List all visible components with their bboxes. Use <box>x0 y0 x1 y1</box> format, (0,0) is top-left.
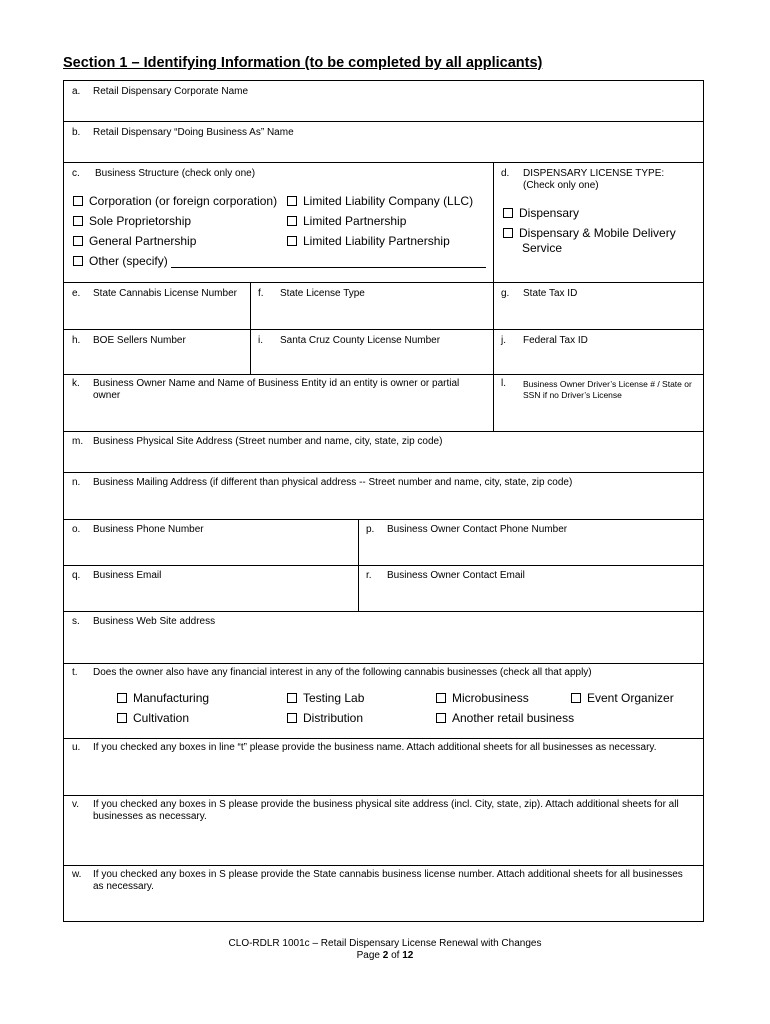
row-o-p <box>64 520 703 566</box>
county-license-label: Santa Cruz County License Number <box>280 335 441 346</box>
checkbox-llc[interactable]: Limited Liability Company (LLC) <box>287 194 473 208</box>
checkbox-icon <box>73 256 83 266</box>
checkbox-icon <box>73 196 83 206</box>
checkbox-testing-lab[interactable]: Testing Lab <box>287 691 364 705</box>
row-m-letter: m. <box>72 436 84 447</box>
row-e-f-g <box>64 283 703 330</box>
row-r-letter: r. <box>366 570 372 581</box>
row-k-l <box>64 375 703 432</box>
row-t-letter: t. <box>72 667 78 678</box>
boe-sellers-label: BOE Sellers Number <box>93 335 186 346</box>
divider <box>358 520 359 565</box>
checkbox-icon <box>117 693 127 703</box>
row-b-letter: b. <box>72 127 81 138</box>
row-q-letter: q. <box>72 570 81 581</box>
row-l-letter: l. <box>501 378 506 389</box>
checkbox-cultivation[interactable]: Cultivation <box>117 711 189 725</box>
row-o-letter: o. <box>72 524 81 535</box>
checkbox-corporation[interactable]: Corporation (or foreign corporation) <box>73 194 277 208</box>
row-n <box>64 473 703 520</box>
checkbox-icon <box>117 713 127 723</box>
checkbox-other[interactable]: Other (specify) <box>73 254 486 268</box>
row-b <box>64 122 703 163</box>
row-v <box>64 796 703 866</box>
state-license-type-label: State License Type <box>280 288 365 299</box>
other-specify-field[interactable] <box>171 255 486 268</box>
row-h-i-j <box>64 330 703 375</box>
divider <box>250 283 251 329</box>
footer-page-number: Page 2 of 12 <box>356 950 414 961</box>
row-s <box>64 612 703 664</box>
row-v-letter: v. <box>72 799 80 810</box>
business-structure-label: Business Structure (check only one) <box>95 168 256 179</box>
owner-entity-label: Business Owner Name and Name of Business Entity id an entity is owner or partial owner <box>93 378 460 401</box>
checkbox-icon <box>571 693 581 703</box>
row-f-letter: f. <box>258 288 264 299</box>
dispensary-mobile-delivery-continued: Service <box>522 241 563 255</box>
row-i-letter: i. <box>258 335 263 346</box>
checkbox-event-organizer[interactable]: Event Organizer <box>571 691 674 705</box>
checkbox-limited-partnership[interactable]: Limited Partnership <box>287 214 406 228</box>
checkbox-icon <box>73 216 83 226</box>
checkbox-llp[interactable]: Limited Liability Partnership <box>287 234 450 248</box>
row-k-letter: k. <box>72 378 80 389</box>
checkbox-icon <box>73 236 83 246</box>
checkbox-icon <box>287 236 297 246</box>
checkbox-icon <box>436 693 446 703</box>
checkbox-distribution[interactable]: Distribution <box>287 711 363 725</box>
checkbox-icon <box>287 713 297 723</box>
license-type-sublabel: (Check only one) <box>523 180 599 191</box>
checkbox-icon <box>436 713 446 723</box>
row-c-letter: c. <box>72 168 80 179</box>
checkbox-icon <box>287 216 297 226</box>
checkbox-sole-proprietorship[interactable]: Sole Proprietorship <box>73 214 191 228</box>
license-type-label: DISPENSARY LICENSE TYPE: <box>523 168 665 179</box>
drivers-license-label: Business Owner Driver’s License # / State or SSN if no Driver’s License <box>523 379 692 400</box>
divider <box>493 375 494 431</box>
row-s-letter: s. <box>72 616 80 627</box>
row-h-letter: h. <box>72 335 81 346</box>
row-j-letter: j. <box>501 335 506 346</box>
corporate-name-label: Retail Dispensary Corporate Name <box>93 86 249 97</box>
divider <box>250 330 251 374</box>
row-q-r <box>64 566 703 612</box>
checkbox-general-partnership[interactable]: General Partnership <box>73 234 196 248</box>
footer-form-title: CLO-RDLR 1001c – Retail Dispensary License Renewal with Changes <box>228 938 542 949</box>
mailing-address-label: Business Mailing Address (if different than physical address -- Street number and name, city, state, zip code) <box>93 477 573 488</box>
divider <box>358 566 359 611</box>
row-u <box>64 739 703 796</box>
row-n-letter: n. <box>72 477 81 488</box>
checkbox-icon <box>287 693 297 703</box>
physical-address-label: Business Physical Site Address (Street number and name, city, state, zip code) <box>93 436 443 447</box>
checkbox-dispensary[interactable]: Dispensary <box>503 206 579 220</box>
website-label: Business Web Site address <box>93 616 216 627</box>
dba-name-label: Retail Dispensary “Doing Business As” Name <box>93 127 294 138</box>
row-g-letter: g. <box>501 288 510 299</box>
owner-phone-label: Business Owner Contact Phone Number <box>387 524 568 535</box>
financial-interest-label: Does the owner also have any financial interest in any of the following cannabis businesses (check all that apply) <box>93 667 592 678</box>
business-email-label: Business Email <box>93 570 162 581</box>
checkbox-another-retail[interactable]: Another retail business <box>436 711 574 725</box>
row-w <box>64 866 703 921</box>
row-p-letter: p. <box>366 524 375 535</box>
row-a-letter: a. <box>72 86 81 97</box>
row-d-letter: d. <box>501 168 510 179</box>
federal-tax-id-label: Federal Tax ID <box>523 335 588 346</box>
divider <box>493 330 494 374</box>
state-tax-id-label: State Tax ID <box>523 288 578 299</box>
row-c-d <box>64 163 703 283</box>
divider <box>493 283 494 329</box>
section-title: Section 1 – Identifying Information (to be completed by all applicants) <box>63 55 543 71</box>
row-u-letter: u. <box>72 742 81 753</box>
checkbox-manufacturing[interactable]: Manufacturing <box>117 691 209 705</box>
row-t <box>64 664 703 739</box>
checkbox-microbusiness[interactable]: Microbusiness <box>436 691 529 705</box>
site-address-instruction: If you checked any boxes in S please provide the business physical site address (incl. City, state, zip). Attach additional sheets for all businesses as necessary. <box>93 799 679 822</box>
state-cannabis-license-label: State Cannabis License Number <box>93 288 237 299</box>
identifying-information-form <box>63 80 704 922</box>
row-a <box>64 81 703 122</box>
row-w-letter: w. <box>72 869 82 880</box>
checkbox-icon <box>503 228 513 238</box>
owner-email-label: Business Owner Contact Email <box>387 570 525 581</box>
checkbox-dispensary-mobile-delivery[interactable]: Dispensary & Mobile Delivery <box>503 226 676 240</box>
checkbox-icon <box>503 208 513 218</box>
divider <box>493 163 494 282</box>
row-e-letter: e. <box>72 288 81 299</box>
license-number-instruction: If you checked any boxes in S please provide the State cannabis business license number. Attach additional sheets for all businesses as necessary. <box>93 869 683 892</box>
business-name-instruction: If you checked any boxes in line “t” please provide the business name. Attach additional sheets for all businesses as necessary. <box>93 742 657 753</box>
business-phone-label: Business Phone Number <box>93 524 204 535</box>
row-m <box>64 432 703 473</box>
checkbox-icon <box>287 196 297 206</box>
